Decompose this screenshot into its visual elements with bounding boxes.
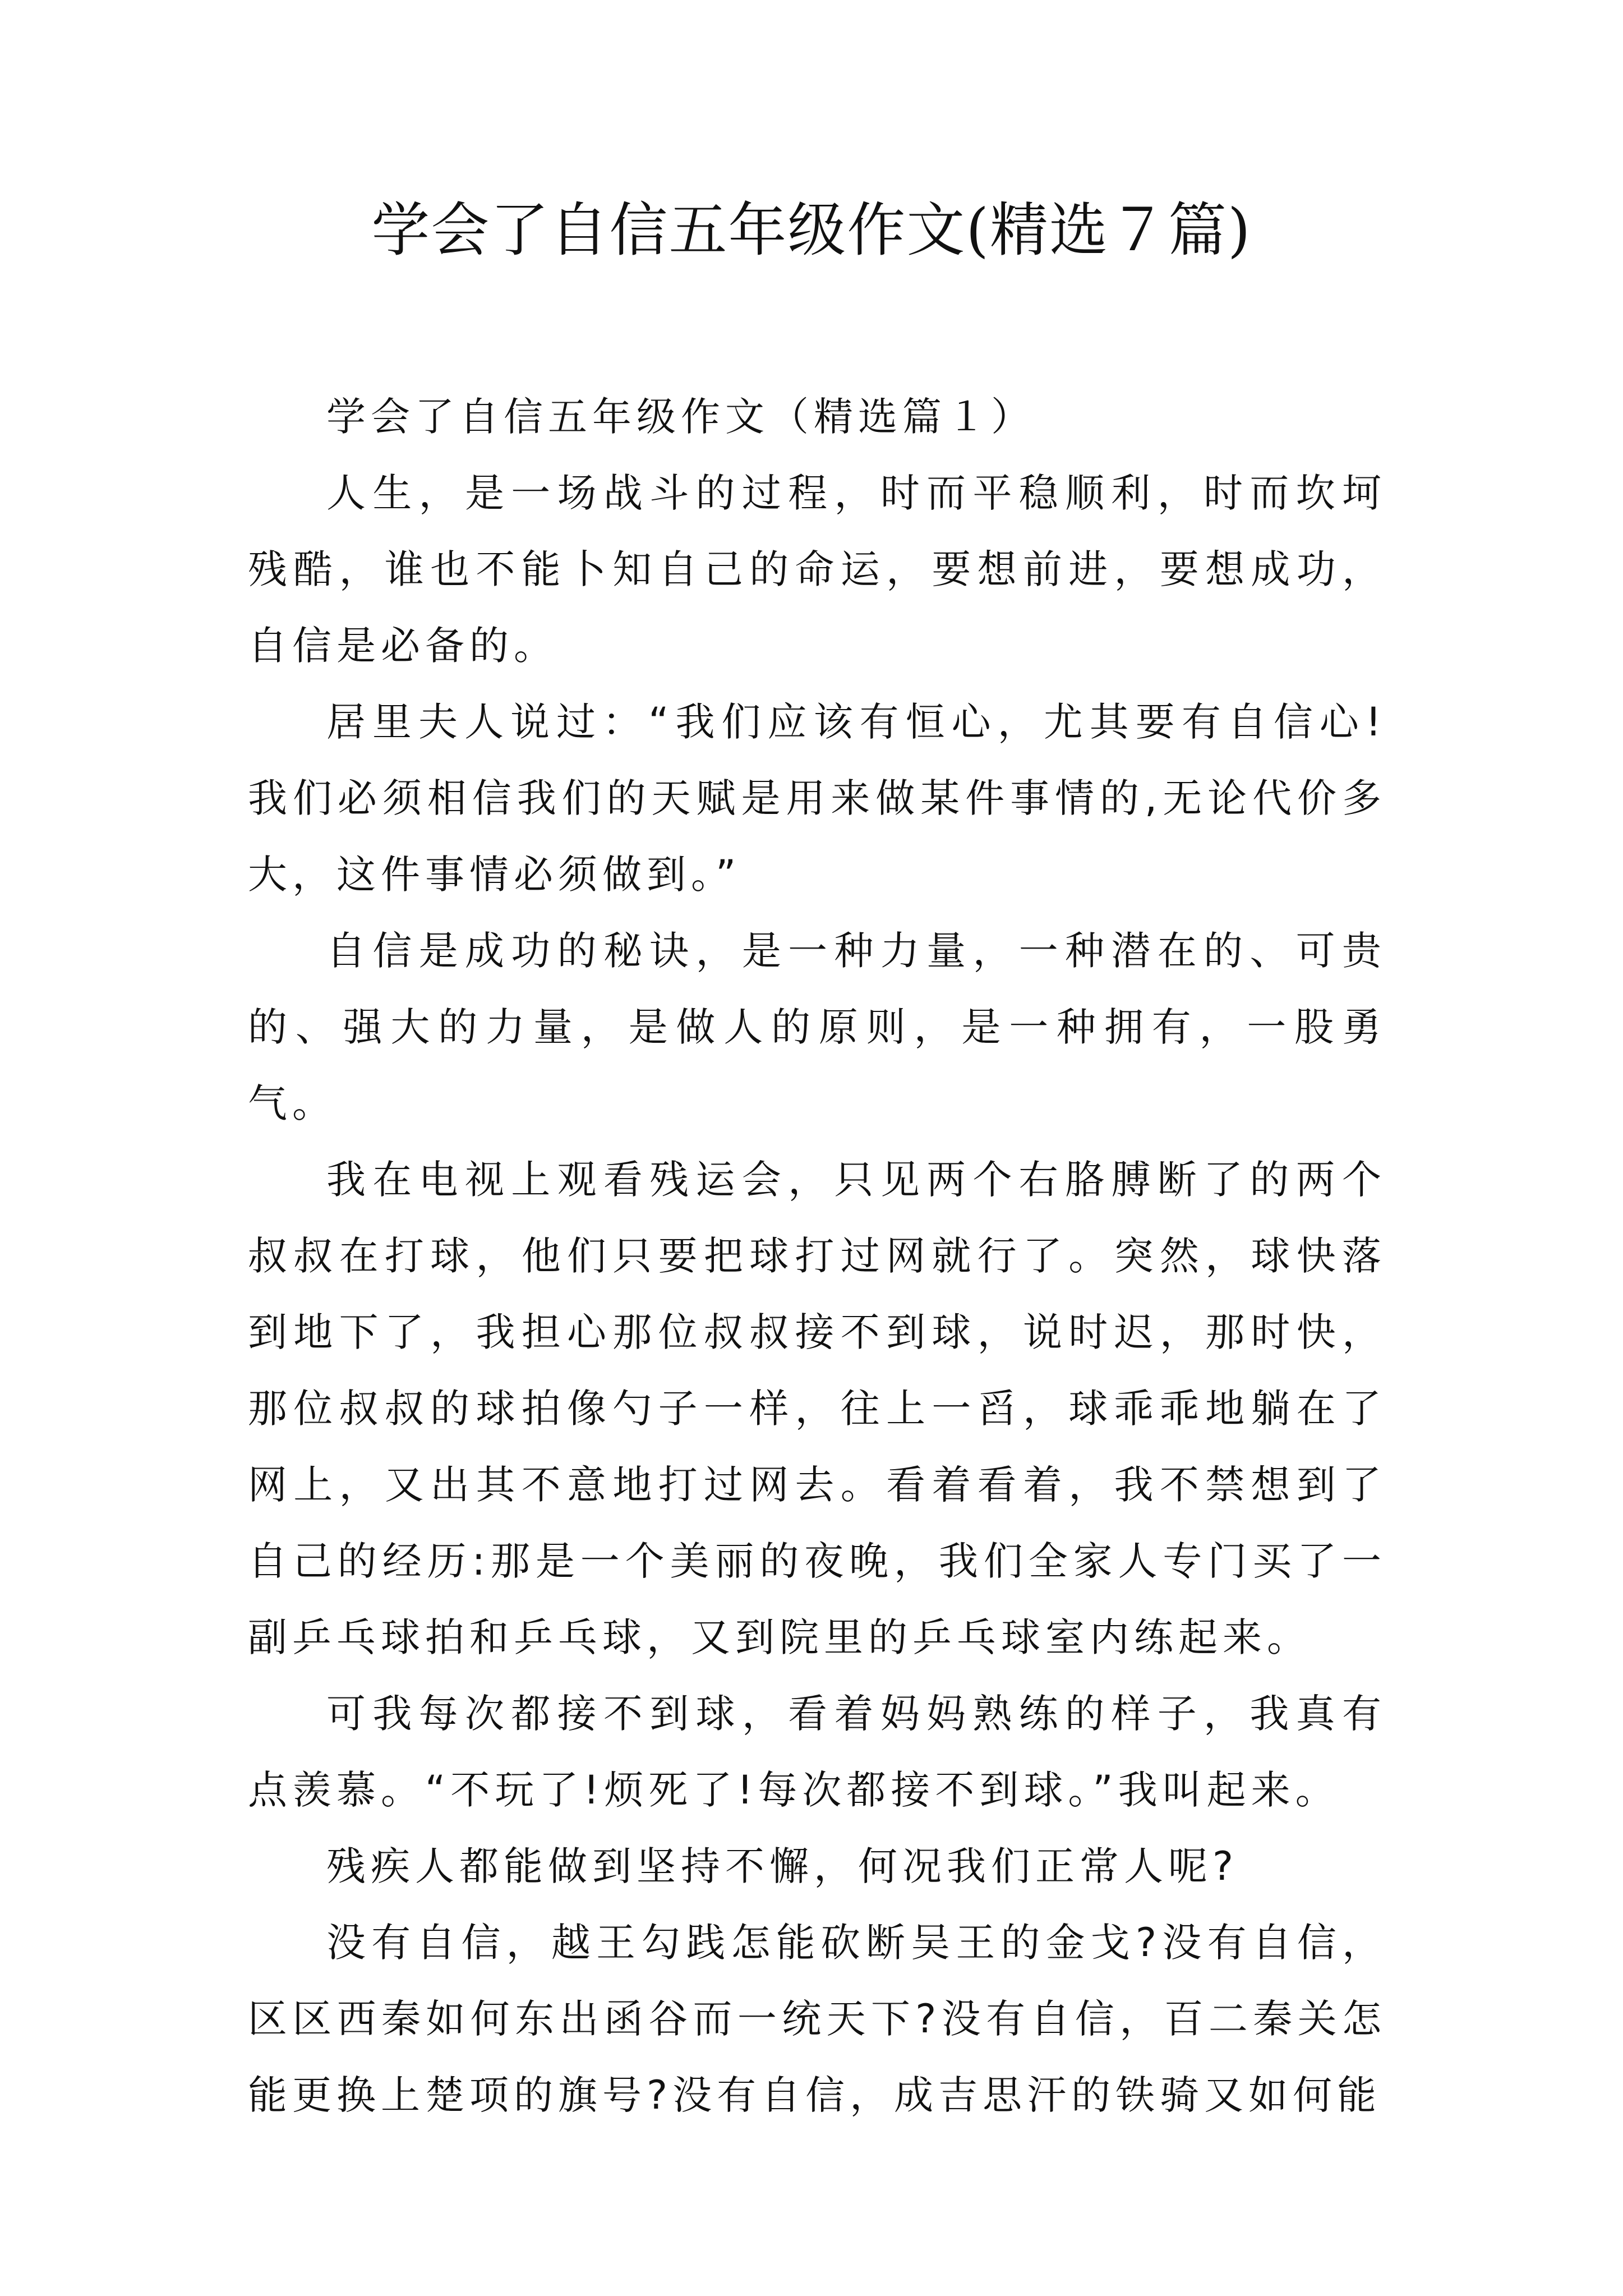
paragraph: 没有自信，越王勾践怎能砍断吴王的金戈?没有自信，区区西秦如何东出函谷而一统天下?没有自信，百二秦关怎能更换上楚项的旗号?没有自信，成吉思汗的铁骑又如何能 [248, 1920, 1386, 2118]
paragraph: 可我每次都接不到球，看着妈妈熟练的样子，我真有点羡慕。“不玩了!烦死了!每次都接不到球。”我叫起来。 [248, 1691, 1386, 1813]
paragraph: 我在电视上观看残运会，只见两个右胳膊断了的两个叔叔在打球，他们只要把球打过网就行了。突然，球快落到地下了，我担心那位叔叔接不到球，说时迟，那时快，那位叔叔的球拍像勺子一样，往上一舀，球乖乖地躺在了网上，又出其不意地打过网去。看着看着，我不禁想到了自己的经历:那是一个美丽的夜晚，我们全家人专门买了一副乒乓球拍和乒乓球，又到院里的乒乓球室内练起来。 [248, 1157, 1386, 1660]
document-title: 学会了自信五年级作文(精选７篇) [371, 196, 1252, 264]
section-heading: 学会了自信五年级作文（精选篇１） [326, 394, 1035, 440]
paragraph: 残疾人都能做到坚持不懈，何况我们正常人呢? [326, 1843, 1239, 1889]
paragraph: 人生，是一场战斗的过程，时而平稳顺利，时而坎坷残酷，谁也不能卜知自己的命运，要想前进，要想成功，自信是必备的。 [248, 470, 1386, 669]
paragraph: 自信是成功的秘诀，是一种力量，一种潜在的、可贵的、强大的力量，是做人的原则，是一种拥有，一股勇气。 [248, 928, 1386, 1126]
paragraph: 居里夫人说过：“我们应该有恒心，尤其要有自信心!我们必须相信我们的天赋是用来做某件事情的,无论代价多大，这件事情必须做到。” [248, 699, 1386, 898]
document-body [248, 379, 1386, 2133]
